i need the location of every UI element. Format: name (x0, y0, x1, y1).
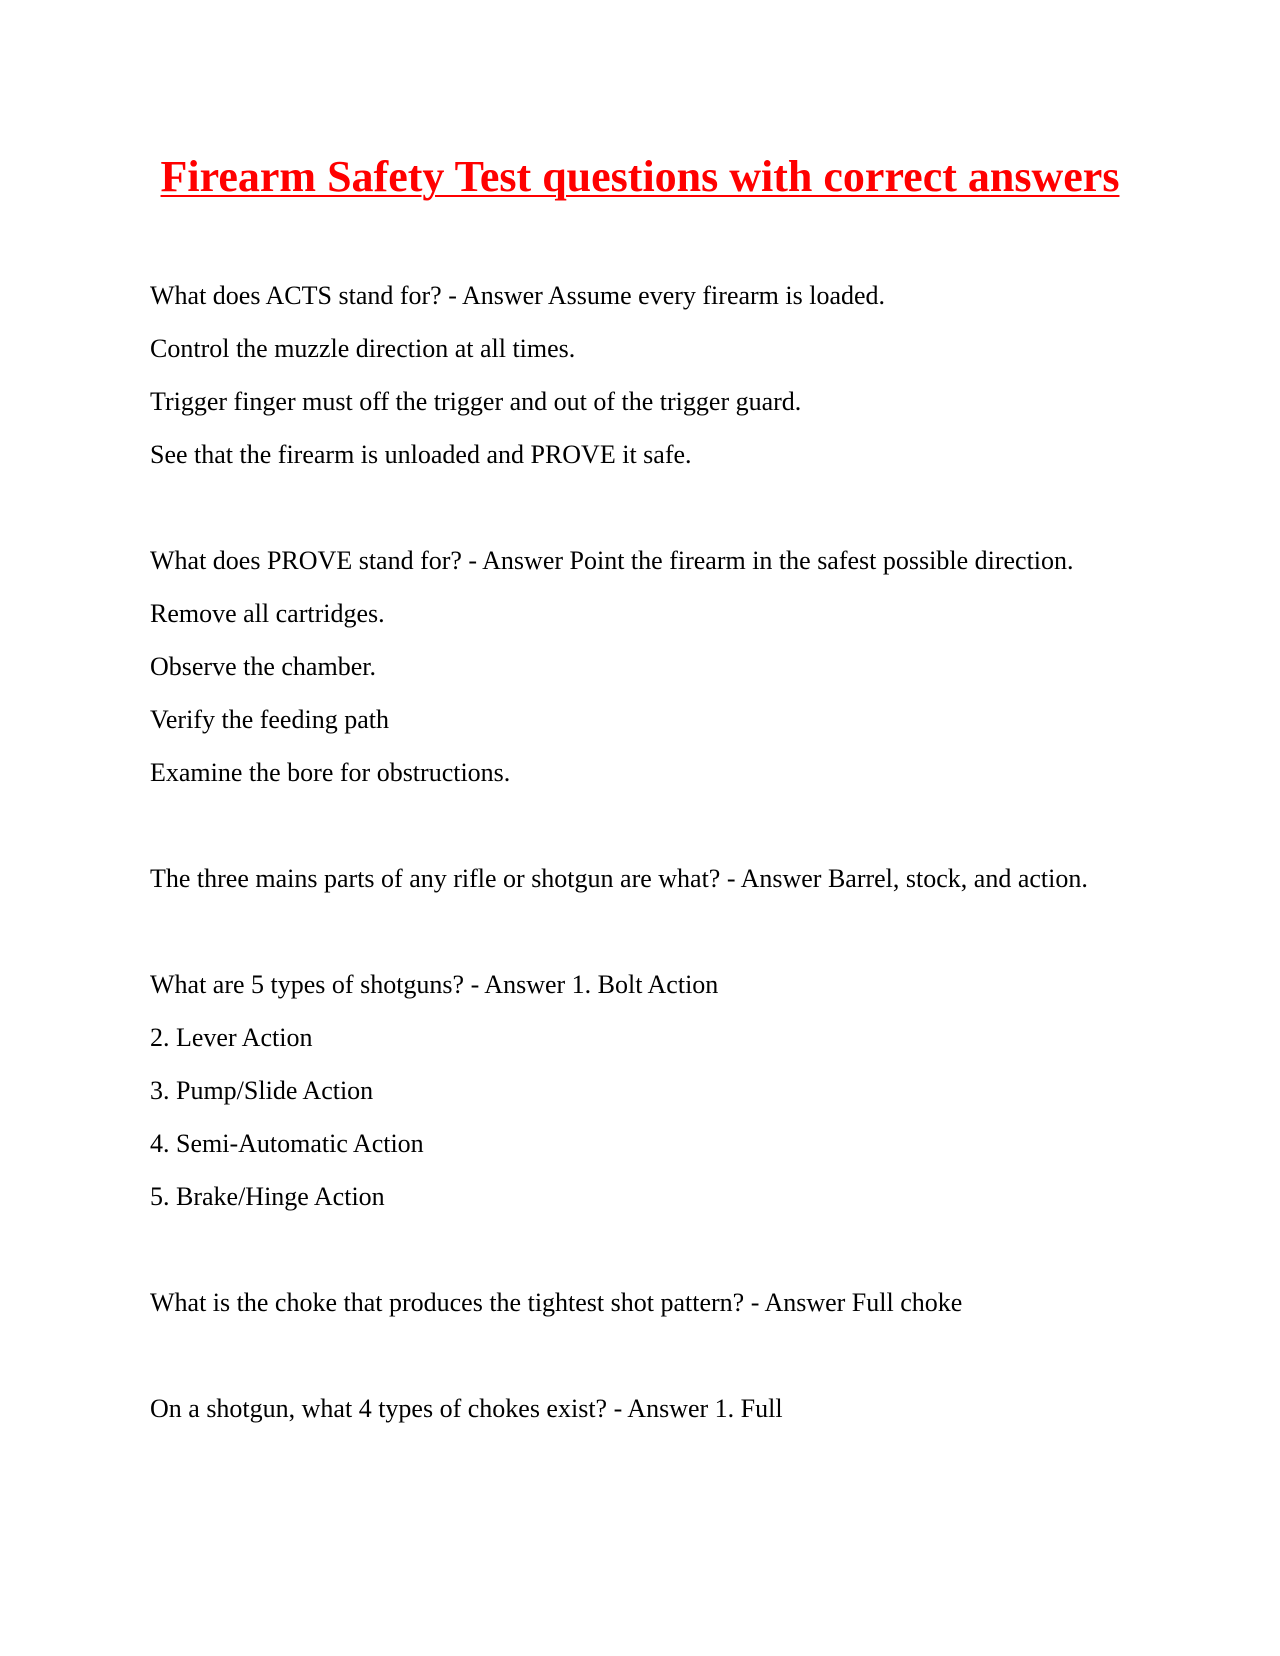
qa-line: What does PROVE stand for? - Answer Point the firearm in the safest possible direction. (150, 546, 1074, 575)
qa-line: 5. Brake/Hinge Action (150, 1182, 385, 1211)
qa-line: What are 5 types of shotguns? - Answer 1. Bolt Action (150, 970, 719, 999)
qa-line: On a shotgun, what 4 types of chokes exist? - Answer 1. Full (150, 1394, 783, 1423)
qa-line: 2. Lever Action (150, 1023, 313, 1052)
paragraph-gap (150, 914, 1130, 967)
qa-line: Verify the feeding path (150, 705, 389, 734)
qa-line: 4. Semi-Automatic Action (150, 1129, 424, 1158)
qa-line: Observe the chamber. (150, 652, 376, 681)
qa-line: 3. Pump/Slide Action (150, 1076, 374, 1105)
paragraph-gap (150, 1232, 1130, 1285)
document-title: Firearm Safety Test questions with correct answers (160, 152, 1120, 201)
qa-line: See that the firearm is unloaded and PROVE it safe. (150, 440, 692, 469)
qa-line: What is the choke that produces the tightest shot pattern? - Answer Full choke (150, 1288, 963, 1317)
document-body (150, 278, 1130, 1444)
paragraph-gap (150, 808, 1130, 861)
qa-line: What does ACTS stand for? - Answer Assume every firearm is loaded. (150, 281, 886, 310)
paragraph-gap (150, 490, 1130, 543)
qa-line: The three mains parts of any rifle or shotgun are what? - Answer Barrel, stock, and action. (150, 864, 1088, 893)
qa-line: Remove all cartridges. (150, 599, 385, 628)
paragraph-gap (150, 1338, 1130, 1391)
qa-line: Control the muzzle direction at all times. (150, 334, 576, 363)
qa-line: Trigger finger must off the trigger and out of the trigger guard. (150, 387, 802, 416)
qa-line: Examine the bore for obstructions. (150, 758, 511, 787)
